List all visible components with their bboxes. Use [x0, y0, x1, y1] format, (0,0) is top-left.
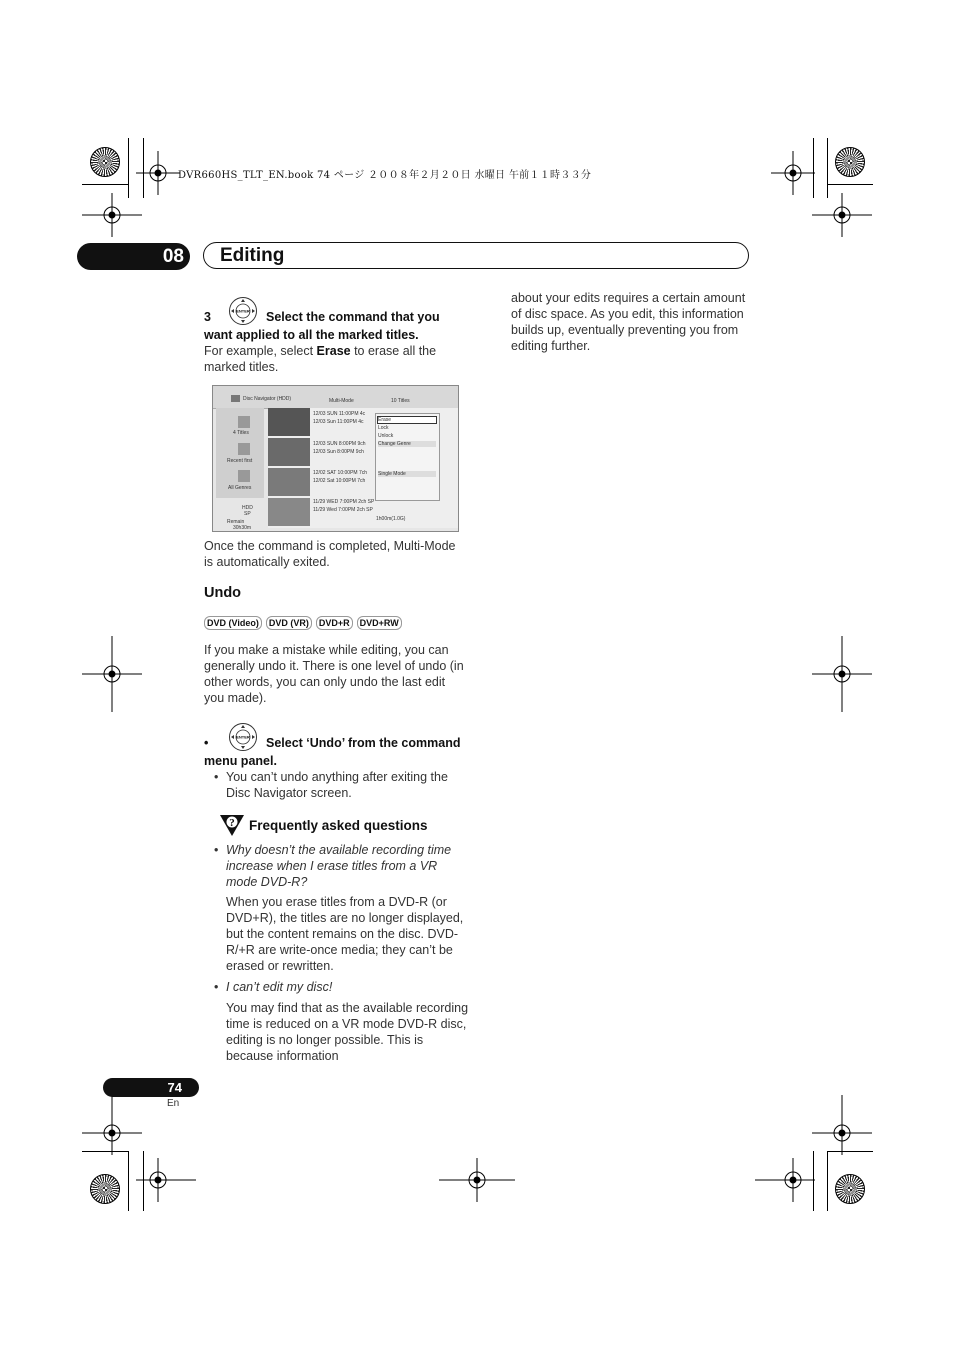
chapter-title-bar [203, 242, 749, 269]
title-row: 12/03 SUN 8:00PM 9ch [313, 441, 366, 447]
disc-badge: DVD+R [316, 616, 353, 630]
title-row-sub: 12/02 Sat 10:00PM 7ch [313, 478, 366, 484]
erase-keyword: Erase [316, 344, 351, 358]
undo-step-bullet: • [204, 736, 209, 750]
step-number: 3 [204, 310, 211, 324]
page-number: 74 [103, 1078, 199, 1097]
title-row-sub: 12/03 Sun 11:00PM 4c [313, 419, 364, 425]
storage-type: HDD [242, 505, 253, 511]
menu-item-change-genre: Change Genre [378, 441, 436, 447]
title-row: 12/03 SUN 11:00PM 4c [313, 411, 366, 417]
faq-answer: You may find that as the available recording time is reduced on a VR mode DVD-R disc, editing is no longer possible. This is because information [226, 1001, 469, 1063]
title-row-sub: 12/03 Sun 8:00PM 9ch [313, 449, 364, 455]
screen-title: Disc Navigator (HDD) [243, 396, 292, 402]
menu-item-lock: Lock [378, 425, 389, 431]
menu-item-single-mode: Single Mode [378, 471, 436, 477]
right-column-text: about your edits requires a certain amount of disc space. As you edit, this information builds up, eventually preventing you from editing further. [511, 291, 746, 353]
storage-mode: SP [244, 511, 251, 517]
faq-answer: When you erase titles from a DVD-R (or DVD+R), the titles are no longer displayed, but the content remains on the disc. DVD-R/+R are write-once media; they can’t be erased or rewritten. [226, 895, 464, 973]
page-language: En [167, 1098, 180, 1109]
disc-badge: DVD+RW [357, 616, 402, 630]
faq-question: • Why doesn’t the available recording time increase when I erase titles from a VR mode DVD-R? [214, 843, 452, 889]
undo-step-heading: Select ‘Undo’ from the command menu panel. [204, 736, 461, 768]
disc-badge: DVD (Video) [204, 616, 262, 630]
title-row: 11/29 WED 7:00PM 2ch SP [313, 499, 375, 505]
undo-note: • You can’t undo anything after exiting the Disc Navigator screen. [214, 770, 448, 800]
disc-badge: DVD (VR) [266, 616, 312, 630]
svg-text:ENTER: ENTER [236, 734, 250, 740]
sidebar-item-genre: All Genres [228, 485, 252, 491]
registration-rosette-icon [835, 147, 865, 177]
disc-navigator-screenshot [212, 385, 459, 532]
screen-mode: Multi-Mode [329, 398, 354, 404]
storage-remain-label: Remain [227, 519, 245, 525]
registration-rosette-icon [835, 1174, 865, 1204]
menu-item-unlock: Unlock [378, 433, 394, 439]
screen-title-count: 10 Titles [391, 398, 410, 404]
print-header: DVR660HS_TLT_EN.book 74 ページ ２００８年２月２０日 水曜日 午前１１時３３分 [178, 170, 592, 181]
sidebar-item-sort: Recent first [227, 458, 253, 464]
faq-question: • I can’t edit my disc! [214, 980, 333, 994]
registration-rosette-icon [90, 1174, 120, 1204]
title-row: 12/02 SAT 10:00PM 7ch [313, 470, 368, 476]
registration-rosette-icon [90, 147, 120, 177]
title-row-sub: 11/29 Wed 7:00PM 2ch SP [313, 507, 373, 513]
storage-remain-value: 30h30m [233, 525, 252, 531]
after-screen-text: Once the command is completed, Multi-Mode is automatically exited. [204, 539, 456, 569]
svg-text:ENTER: ENTER [236, 308, 250, 314]
sidebar-item-titles: 4 Titles [233, 430, 249, 436]
svg-text:?: ? [229, 817, 235, 829]
faq-heading: Frequently asked questions [249, 818, 428, 833]
chapter-number: 08 [77, 243, 190, 270]
title-duration: 1h00m(1.0G) [376, 516, 406, 522]
undo-intro: If you make a mistake while editing, you can generally undo it. There is one level of undo (in other words, you can only undo the last edit you made). [204, 643, 464, 705]
chapter-title: Editing [220, 245, 285, 266]
compatible-discs [204, 613, 406, 631]
menu-item-erase: Erase [377, 416, 437, 424]
faq-icon [219, 813, 245, 837]
step-heading: Select the command that you want applied to all the marked titles. [204, 310, 440, 342]
undo-heading: Undo [204, 585, 242, 601]
step-description: For example, select Erase to erase all the marked titles. [204, 344, 437, 374]
